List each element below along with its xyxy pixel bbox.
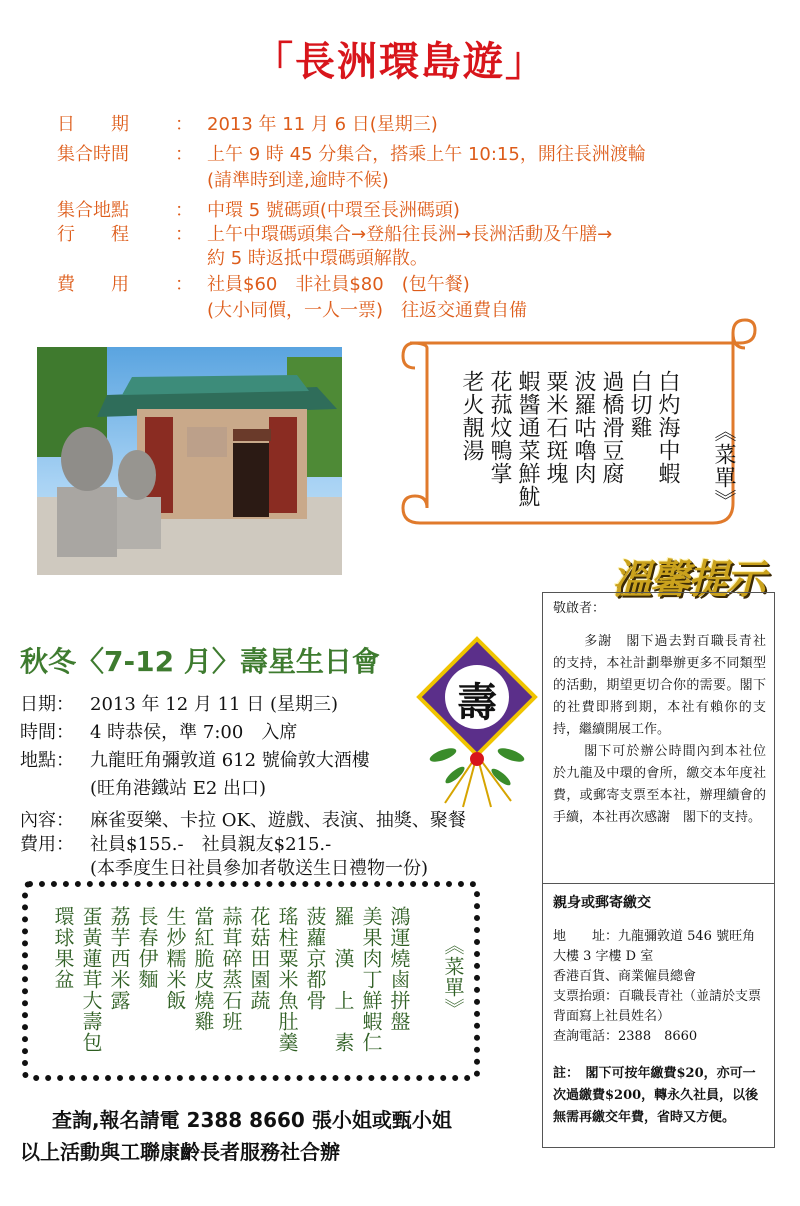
menu-item: 當紅脆皮燒雞 — [191, 906, 215, 1032]
birthday-row-date: 日期： 2013 年 12 月 11 日 (星期三) — [20, 694, 338, 715]
warm-notice-box — [542, 592, 775, 1148]
temple-illustration — [37, 347, 342, 575]
payment-org: 香港百貨、商業僱員總會 — [553, 969, 697, 984]
payment-phone: 查詢電話：2388 8660 — [553, 1029, 698, 1044]
birthday-row-fee: 費用： 社員$155.- 社員親友$215.- — [20, 834, 332, 855]
menu-item: 白灼海中蝦 — [655, 370, 680, 485]
menu-item: 羅 漢 上 素 — [331, 906, 355, 1053]
notice-divider — [543, 883, 774, 884]
menu-item: 花菰炆鴨掌 — [487, 370, 512, 485]
payment-address: 地 址：九龍彌敦道 546 號旺角大樓 3 字樓 D 室 — [553, 929, 756, 964]
menu-item: 生炒糯米飯 — [163, 906, 187, 1011]
notice-para-1: 多謝 閣下過去對百職長青社的支持，本社計劃舉辦更多不同類型的活動，期望更切合你的需要。閣下的社費即將到期，本社有賴你的支持，繼續開展工作。 — [553, 634, 766, 737]
payment-note: 註： 閣下可按年繳費$20，亦可一次過繳費$200，轉永久社員，以後無需再繳交年費，省時又方便。 — [553, 1066, 759, 1125]
notice-para-2: 閣下可於辦公時間內到本社位於九龍及中環的會所，繳交本年度社費，或郵寄支票至本社，辦理續會的手續，本社再次感謝 閣下的支持。 — [553, 744, 766, 825]
menu-item: 鴻運燒鹵拼盤 — [387, 906, 411, 1032]
menu-item: 老火靚湯 — [459, 370, 484, 462]
birthday-menu-title: 《菜單》 — [441, 935, 465, 1019]
birthday-heading: 秋冬〈7-12 月〉壽星生日會 — [20, 645, 380, 678]
birthday-row-time: 時間： 4 時恭侯，準 7:00 入席 — [20, 722, 298, 743]
menu-item: 蝦醬通菜鮮魷 — [515, 370, 540, 508]
menu-item: 花菇田園蔬 — [247, 906, 271, 1011]
longevity-emblem — [415, 635, 540, 810]
birthday-row-place-note: (旺角港鐵站 E2 出口) — [90, 778, 267, 799]
menu-item: 白切雞 — [627, 370, 652, 439]
menu-item: 波羅咕嚕肉 — [571, 370, 596, 485]
trip-menu-title: 《菜單》 — [711, 420, 736, 512]
menu-item: 蒜茸碎蒸石班 — [219, 906, 243, 1032]
menu-item: 菠蘿京都骨 — [303, 906, 327, 1011]
birthday-row-gift: (本季度生日社員參加者敬送生日禮物一份) — [90, 858, 429, 879]
menu-item: 荔芋西米露 — [107, 906, 131, 1011]
menu-item: 瑤柱粟米魚肚羹 — [275, 906, 299, 1053]
menu-item: 長春伊麵 — [135, 906, 159, 990]
trip-title: 「長洲環島遊」 — [253, 38, 547, 85]
emblem-character: 壽 — [457, 679, 497, 726]
temple-photo — [37, 347, 342, 575]
footer-inquiry: 查詢,報名請電 2388 8660 張小姐或甄小姐 — [52, 1108, 452, 1132]
menu-item: 美果肉丁鮮蝦仁 — [359, 906, 383, 1053]
menu-item: 蛋黃蓮茸大壽包 — [79, 906, 103, 1053]
footer-organizer: 以上活動與工聯康齡長者服務社合辦 — [20, 1140, 340, 1164]
birthday-row-place: 地點： 九龍旺角彌敦道 612 號倫敦大酒樓 — [20, 750, 370, 771]
menu-item: 環球果盆 — [51, 906, 75, 990]
payment-cheque: 支票抬頭：百職長青社（並請於支票背面寫上社員姓名） — [553, 989, 762, 1024]
warm-notice-heading: 溫馨提示 — [612, 556, 764, 603]
birthday-row-content: 內容： 麻雀耍樂、卡拉 OK、遊戲、表演、抽獎、聚餐 — [20, 810, 466, 831]
menu-item: 粟米石斑塊 — [543, 370, 568, 485]
greeting: 敬啟者： — [553, 601, 606, 616]
payment-heading: 親身或郵寄繳交 — [553, 895, 651, 911]
menu-item: 過橋滑豆腐 — [599, 370, 624, 485]
